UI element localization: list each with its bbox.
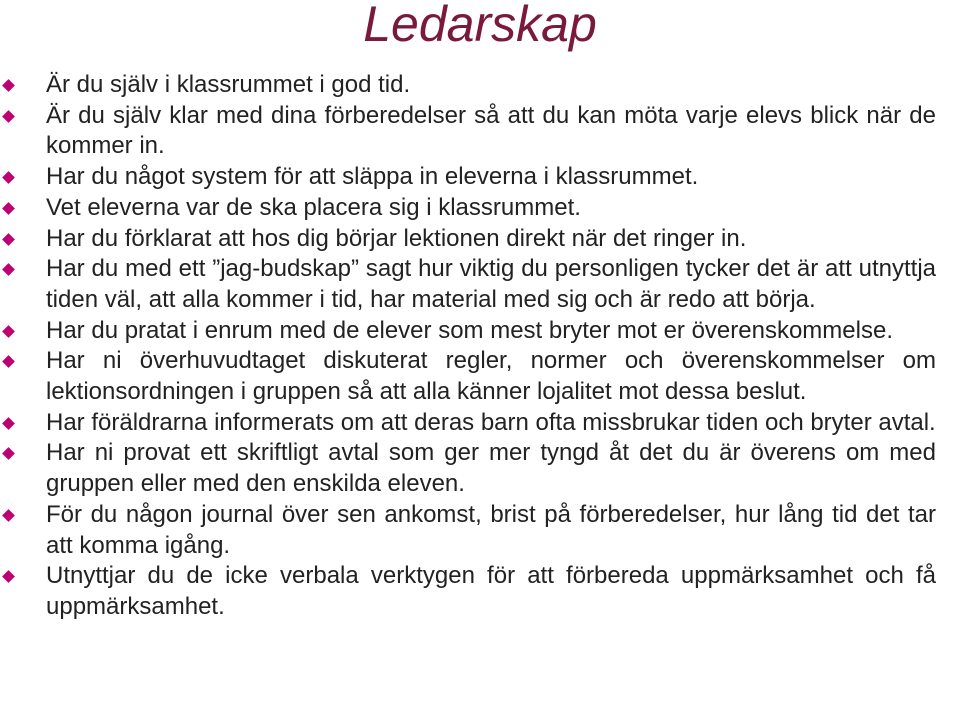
bullet-text: Utnyttjar du de icke verbala verktygen för att förbereda uppmärksamhet och få uppmärksamhet. <box>46 562 936 620</box>
bullet-item <box>0 193 960 224</box>
bullet-item <box>0 346 960 407</box>
bullet-item <box>0 101 960 162</box>
bullet-text: Har du pratat i enrum med de elever som mest bryter mot er överenskommelse. <box>46 316 893 344</box>
diamond-bullet-icon <box>2 79 15 92</box>
diamond-bullet-icon <box>2 509 15 522</box>
bullet-text: Har ni provat ett skriftligt avtal som ger mer tyngd åt det du är överens om med gruppen eller med den enskilda eleven. <box>46 439 936 498</box>
diamond-bullet-icon <box>2 325 15 338</box>
diamond-bullet-icon <box>2 448 15 461</box>
bullet-item <box>0 316 960 347</box>
bullet-text: För du någon journal över sen ankomst, brist på förberedelser, hur lång tid det tar att komma igång. <box>46 500 936 559</box>
diamond-bullet-icon <box>2 263 15 276</box>
diamond-bullet-icon <box>2 417 15 430</box>
diamond-bullet-icon <box>2 233 15 246</box>
diamond-bullet-icon <box>2 570 15 583</box>
bullet-item <box>0 224 960 255</box>
bullet-item <box>0 254 960 315</box>
bullet-text: Har du förklarat att hos dig börjar lektionen direkt när det ringer in. <box>46 224 747 252</box>
bullet-text: Har du något system för att släppa in eleverna i klassrummet. <box>46 163 699 191</box>
bullet-text: Har du med ett ”jag-budskap” sagt hur viktig du personligen tycker det är att utnyttja tiden väl, att alla kommer i tid, har material med sig och är redo att börja. <box>46 255 936 313</box>
bullet-item <box>0 561 960 622</box>
bullet-text: Är du själv i klassrummet i god tid. <box>46 71 411 98</box>
bullet-item <box>0 500 960 561</box>
bullet-text: Vet eleverna var de ska placera sig i klassrummet. <box>46 193 581 221</box>
bullet-text: Har ni överhuvudtaget diskuterat regler, normer och överenskommelser om lektionsordningen i gruppen så att alla känner lojalitet mot dessa beslut. <box>46 347 936 406</box>
bullet-text: Är du själv klar med dina förberedelser så att du kan möta varje elevs blick när de kommer in. <box>46 101 936 160</box>
diamond-bullet-icon <box>2 355 15 368</box>
slide-title: Ledarskap <box>363 0 597 52</box>
bullet-item <box>0 438 960 499</box>
diamond-bullet-icon <box>2 202 15 215</box>
bullet-item <box>0 408 960 439</box>
bullet-item <box>0 162 960 193</box>
diamond-bullet-icon <box>2 171 15 184</box>
bullet-item <box>0 70 960 101</box>
bullet-text: Har föräldrarna informerats om att deras barn ofta missbrukar tiden och bryter avtal. <box>46 408 936 436</box>
bullet-list <box>0 70 960 623</box>
diamond-bullet-icon <box>2 110 15 123</box>
